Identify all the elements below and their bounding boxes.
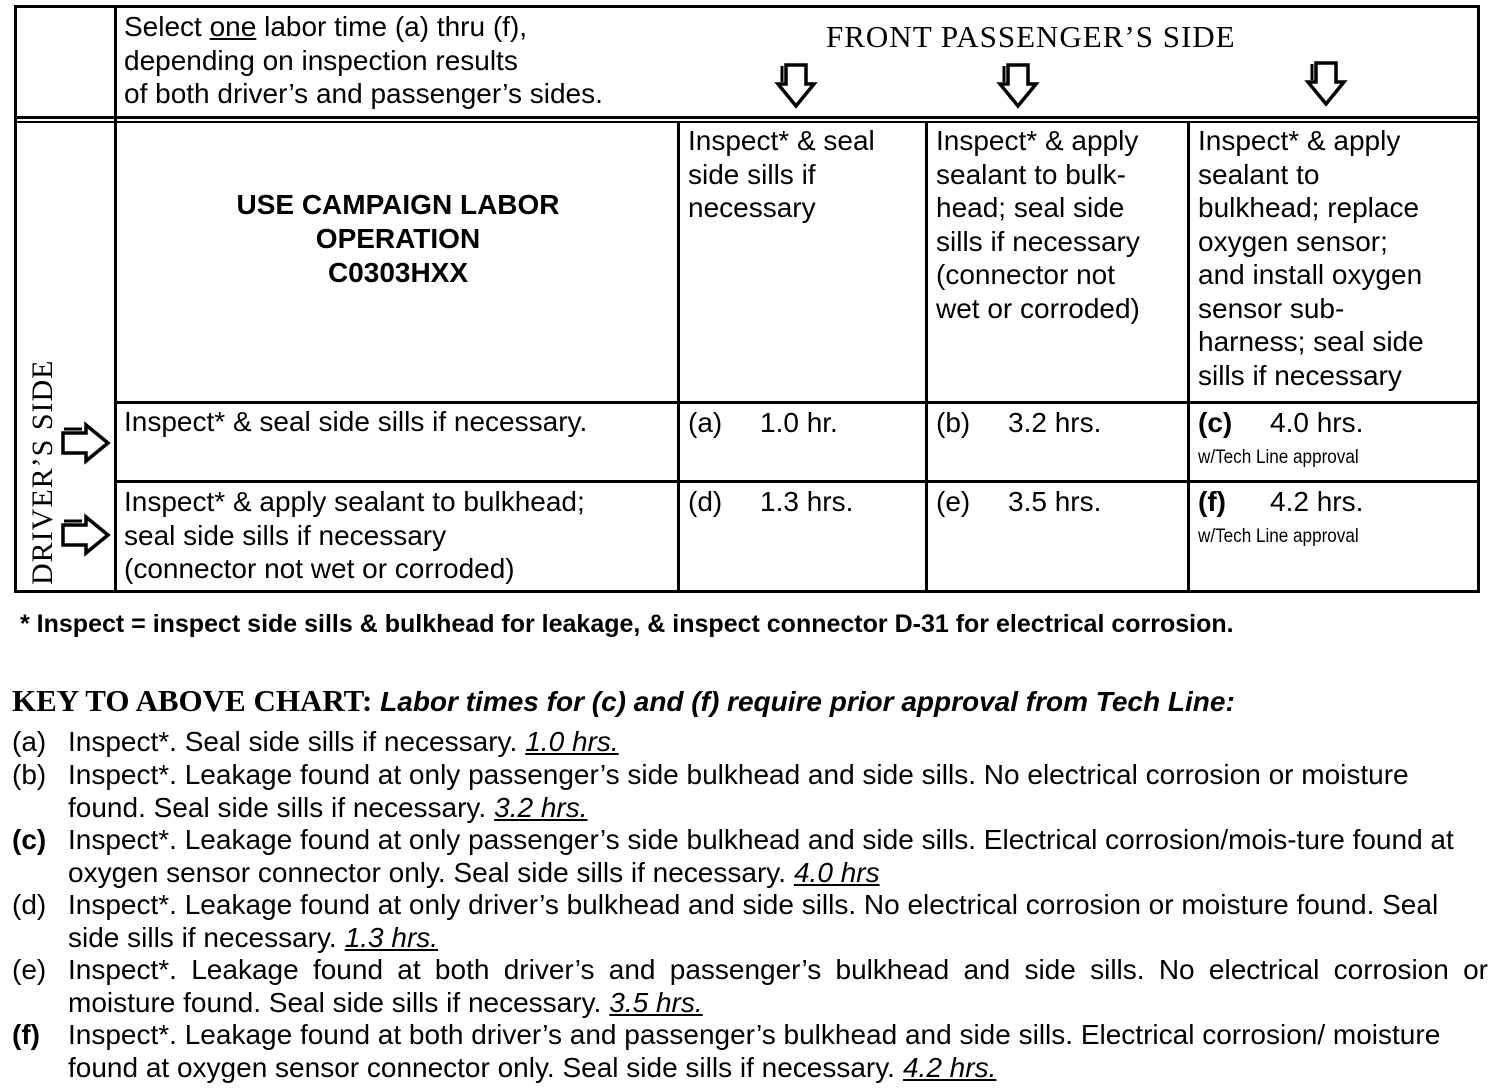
key-hours: 3.2 hrs. [494, 791, 588, 823]
key-title: KEY TO ABOVE CHART: [12, 683, 373, 718]
labor-code: (d) [688, 486, 723, 517]
selection-instruction: Select one labor time (a) thru (f), depending on inspection results of both driver’s and passenger’s sides. [124, 11, 603, 109]
row-label-seal-sills: Inspect* & seal side sills if necessary. [124, 406, 588, 437]
key-heading [12, 683, 1235, 719]
key-code: (c) [12, 824, 47, 855]
down-arrow-icon [1304, 60, 1348, 108]
table-divider-row-1 [114, 401, 1480, 404]
key-code: (d) [12, 889, 47, 920]
inspect-footnote: * Inspect = inspect side sills & bulkhead for leakage, & inspect connector D-31 for electrical corrosion. [20, 610, 1234, 638]
key-description: Inspect*. Leakage found at both driver’s and passenger’s bulkhead and side sills. No electrical corrosion or moisture found. Seal side sills if necessary. 3.5 hrs. [68, 954, 1488, 1018]
table-border-left [14, 5, 17, 593]
labor-code: (a) [688, 407, 723, 438]
key-hours: 3.5 hrs. [609, 986, 703, 1018]
key-code: (b) [12, 759, 47, 790]
labor-time-cell-c [1198, 406, 1363, 439]
key-description: Inspect*. Seal side sills if necessary. 1.0 hrs. [68, 726, 619, 757]
labor-hours: 3.5 hrs. [1008, 486, 1102, 517]
table-divider-row-2 [114, 480, 1480, 483]
key-hours: 1.3 hrs. [344, 921, 439, 953]
table-divider-col-2 [925, 121, 928, 593]
key-description: Inspect*. Leakage found at both driver’s and passenger’s bulkhead and side sills. Electrical corrosion/ moisture found at oxygen sensor connector only. Seal side sills if necessary. 4.2 hrs. [68, 1019, 1441, 1083]
column-header-replace-oxygen-sensor: Inspect* & apply sealant to bulkhead; replace oxygen sensor; and install oxygen sensor sub- harness; seal side sills if necessary [1198, 125, 1424, 391]
table-divider-header [14, 116, 1480, 119]
down-arrow-icon [774, 62, 818, 110]
labor-hours: 1.0 hr. [760, 407, 838, 438]
labor-time-cell-a [688, 406, 838, 439]
key-code: (f) [12, 1019, 40, 1050]
labor-time-cell-e [936, 485, 1101, 518]
right-arrow-icon [60, 513, 112, 557]
labor-time-cell-d [688, 485, 853, 518]
labor-code: (c) [1198, 407, 1233, 438]
table-border-bottom [14, 590, 1480, 593]
key-hours: 4.2 hrs. [902, 1051, 997, 1083]
front-passenger-side-title: FRONT PASSENGER’S SIDE [826, 19, 1236, 54]
column-header-apply-sealant: Inspect* & apply sealant to bulk- head; seal side sills if necessary (connector not wet or corroded) [936, 125, 1140, 324]
labor-hours: 4.2 hrs. [1270, 486, 1364, 517]
table-border-top [14, 5, 1480, 8]
key-code: (e) [12, 954, 47, 985]
table-divider-col-3 [1187, 121, 1190, 593]
key-description: Inspect*. Leakage found at only passenger’s side bulkhead and side sills. Electrical corrosion/mois-ture found at oxygen sensor connector only. Seal side sills if necessary. 4.0 hrs [68, 824, 1454, 888]
labor-hours: 4.0 hrs. [1270, 407, 1364, 438]
tech-line-approval-note: w/Tech Line approval [1198, 447, 1359, 468]
table-divider-driver-column [114, 5, 117, 593]
labor-hours: 1.3 hrs. [760, 486, 854, 517]
key-hours: 4.0 hrs [793, 856, 880, 888]
row-label-apply-sealant: Inspect* & apply sealant to bulkhead; seal side sills if necessary (connector not wet or corroded) [124, 486, 585, 584]
labor-time-cell-b [936, 406, 1101, 439]
table-divider-header-2 [14, 121, 1480, 123]
campaign-labor-operation: USE CAMPAIGN LABOR OPERATION C0303HXX [236, 189, 560, 288]
instruction-emphasis: one [209, 11, 257, 42]
tech-line-approval-note: w/Tech Line approval [1198, 526, 1359, 547]
right-arrow-icon [60, 421, 112, 465]
column-header-seal-sills: Inspect* & seal side sills if necessary [688, 125, 875, 223]
table-border-right [1477, 5, 1480, 593]
table-divider-col-1 [677, 121, 680, 593]
key-subtitle: Labor times for (c) and (f) require prior approval from Tech Line: [380, 686, 1235, 717]
labor-code: (e) [936, 486, 971, 517]
key-code: (a) [12, 726, 47, 757]
down-arrow-icon [996, 62, 1040, 110]
key-description: Inspect*. Leakage found at only passenger’s side bulkhead and side sills. No electrical corrosion or moisture found. Seal side sills if necessary. 3.2 hrs. [68, 759, 1409, 823]
key-description: Inspect*. Leakage found at only driver’s bulkhead and side sills. No electrical corrosion or moisture found. Seal side sills if necessary. 1.3 hrs. [68, 889, 1439, 953]
labor-code: (b) [936, 407, 971, 438]
labor-code: (f) [1198, 486, 1226, 517]
driver-side-title: DRIVER’S SIDE [26, 359, 59, 585]
labor-time-cell-f [1198, 485, 1363, 518]
key-hours: 1.0 hrs. [525, 726, 619, 757]
labor-hours: 3.2 hrs. [1008, 407, 1102, 438]
